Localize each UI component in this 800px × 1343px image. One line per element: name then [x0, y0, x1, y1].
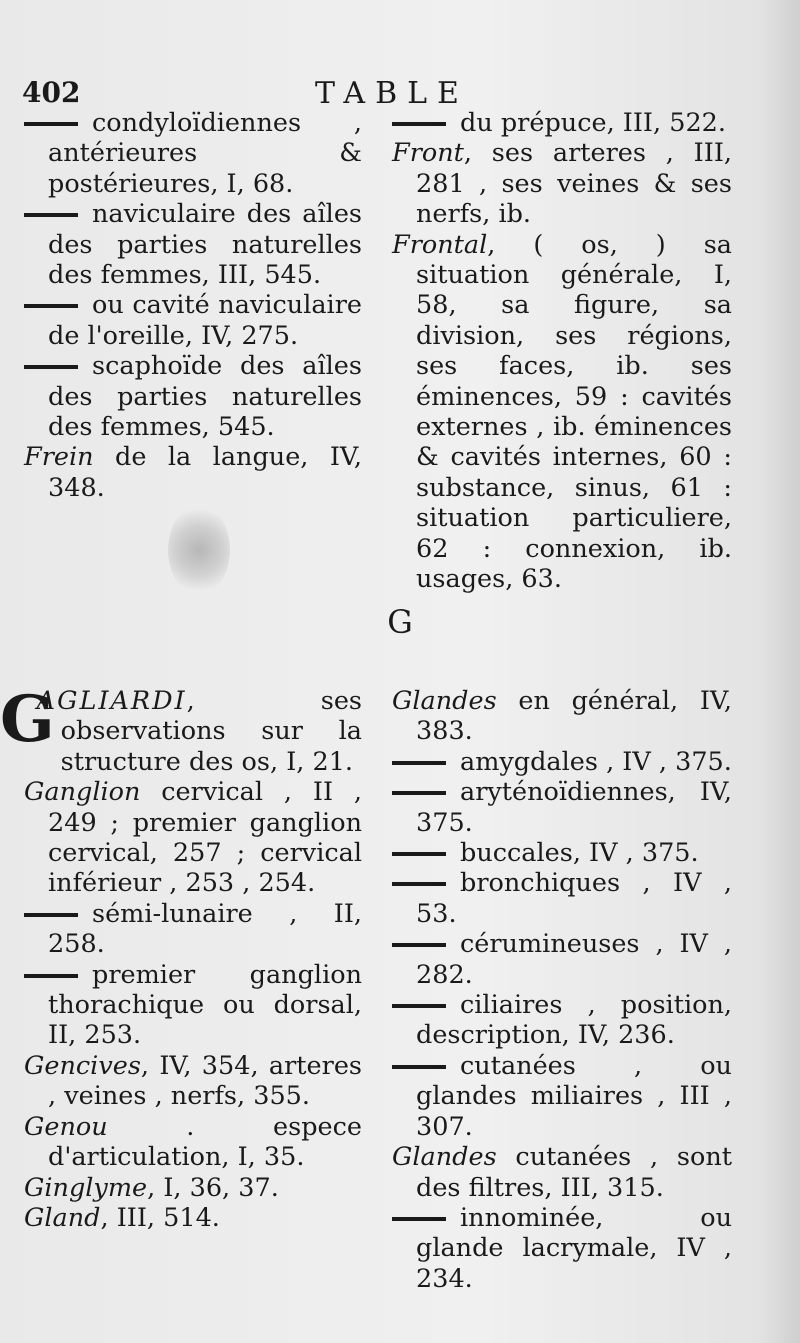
ditto-dash — [392, 761, 446, 765]
index-entry — [24, 199, 362, 290]
entry-text: , ses arteres , III, 281 , ses veines & ses nerfs, ib. — [416, 138, 732, 230]
index-column-2 — [392, 108, 732, 595]
entry-term: Genou — [24, 1111, 108, 1142]
entry-text: sémi-lunaire , II, 258. — [48, 898, 362, 960]
index-entry — [24, 442, 362, 503]
index-entry — [392, 230, 732, 595]
index-entry — [392, 990, 732, 1051]
entry-term: Ginglyme — [24, 1172, 148, 1203]
index-entry — [24, 108, 362, 199]
index-entry — [392, 686, 732, 747]
ditto-dash — [24, 213, 78, 217]
entry-text: amygdales , IV , 375. — [460, 746, 732, 777]
entry-term: Gencives — [24, 1050, 141, 1081]
index-entry — [392, 747, 732, 777]
entry-text: premier ganglion thorachique ou dorsal, II, 253. — [48, 959, 362, 1051]
index-entry — [392, 138, 732, 229]
entry-text: cérumineuses , IV , 282. — [416, 929, 732, 990]
entry-text: condyloïdiennes , antérieures & postérieures, I, 68. — [48, 108, 362, 199]
index-entry — [24, 290, 362, 351]
ditto-dash — [24, 304, 78, 308]
entry-term: AGLIARDI — [36, 686, 187, 716]
entry-text: , ( os, ) sa situation générale, I, 58, sa figure, sa division, ses régions, ses faces, ib. ses éminences, 59 : cavités externes , ib. éminences & cavités internes, 60 : substance, sinus, 61 : situation particuliere, 62 : connexion, ib. usages, 63. — [416, 229, 732, 595]
entry-term: Gland — [24, 1202, 101, 1233]
entry-term: Ganglion — [24, 777, 141, 808]
index-entry — [392, 108, 732, 138]
entry-text: du prépuce, III, 522. — [460, 108, 726, 138]
ditto-dash — [392, 1004, 446, 1008]
index-column-1 — [24, 108, 362, 503]
entry-text: . espece d'articulation, I, 35. — [48, 1111, 362, 1173]
index-entry — [24, 777, 362, 899]
entry-text: naviculaire des aîles des parties naturelles des femmes, III, 545. — [48, 199, 362, 291]
ditto-dash — [24, 365, 78, 369]
ditto-dash — [24, 913, 78, 917]
index-entry — [24, 1173, 362, 1203]
ink-stain — [168, 505, 230, 595]
index-entry — [392, 929, 732, 990]
entry-text: , IV, 354, arteres , veines , nerfs, 355. — [48, 1050, 362, 1112]
entry-text: en général, IV, 383. — [416, 686, 732, 747]
ditto-dash — [392, 852, 446, 856]
index-entry — [392, 838, 732, 868]
index-column-3 — [0, 682, 362, 1233]
index-entry — [392, 1051, 732, 1142]
index-entry — [392, 777, 732, 838]
section-letter: G — [387, 603, 413, 641]
ditto-dash — [392, 943, 446, 947]
entry-text: , I, 36, 37. — [147, 1172, 279, 1203]
ditto-dash — [24, 122, 78, 126]
entry-text: ou cavité naviculaire de l'oreille, IV, 275. — [48, 290, 362, 351]
index-entry — [0, 682, 362, 777]
entry-term: Frontal — [392, 229, 488, 260]
entry-text: , III, 514. — [100, 1202, 220, 1233]
entry-term: Glandes — [392, 686, 497, 716]
index-column-4 — [392, 686, 732, 1294]
entry-text: buccales, IV , 375. — [460, 838, 699, 869]
ditto-dash — [392, 122, 446, 126]
page-number: 402 — [22, 76, 81, 109]
entry-text: innominée, ou glande lacrymale, IV , 234. — [416, 1202, 732, 1294]
index-entry — [392, 1142, 732, 1203]
entry-term: Glandes — [392, 1142, 497, 1173]
entry-text: aryténoïdiennes, IV, 375. — [416, 777, 732, 838]
ditto-dash — [392, 1065, 446, 1069]
entry-text: , ses observations sur la structure des os, I, 21. — [60, 686, 362, 777]
page-title: TABLE — [315, 76, 469, 111]
entry-text: cutanées , ou glandes miliaires , III , 307. — [416, 1050, 732, 1142]
index-entry — [392, 1203, 732, 1294]
ditto-dash — [392, 1217, 446, 1221]
entry-text: scaphoïde des aîles des parties naturelles des femmes, 545. — [48, 351, 362, 443]
index-entry — [24, 1203, 362, 1233]
index-entry — [24, 351, 362, 442]
entry-text: cervical , II , 249 ; premier ganglion cervical, 257 ; cervical inférieur , 253 , 254. — [48, 777, 362, 899]
entry-term: Front — [392, 138, 464, 169]
ditto-dash — [392, 882, 446, 886]
index-entry — [24, 1051, 362, 1112]
ditto-dash — [24, 974, 78, 978]
ditto-dash — [392, 791, 446, 795]
drop-cap: G — [0, 682, 55, 757]
entry-term: Frein — [24, 442, 94, 473]
entry-text: ciliaires , position, description, IV, 236. — [416, 990, 732, 1051]
entry-text: cutanées , sont des filtres, III, 315. — [416, 1142, 732, 1203]
index-entry — [24, 1112, 362, 1173]
index-entry — [392, 868, 732, 929]
entry-text: bronchiques , IV , 53. — [416, 868, 732, 929]
entry-text: de la langue, IV, 348. — [48, 442, 362, 503]
index-entry — [24, 899, 362, 960]
page-header — [22, 76, 762, 110]
index-entry — [24, 960, 362, 1051]
